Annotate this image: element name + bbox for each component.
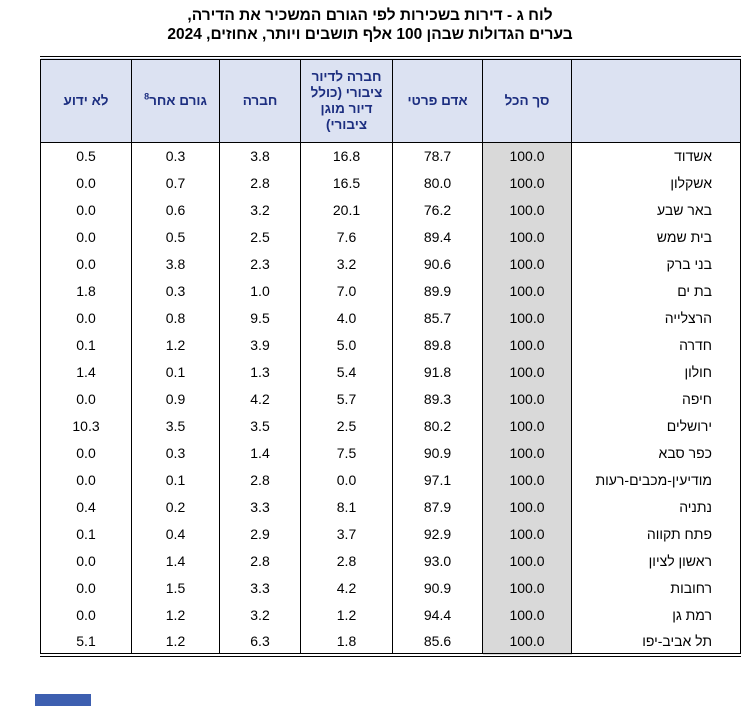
unknown-cell: 0.4 bbox=[41, 493, 132, 520]
city-name-cell: בית שמש bbox=[572, 223, 741, 250]
unknown-cell: 0.0 bbox=[41, 574, 132, 601]
table-row bbox=[41, 601, 741, 628]
city-name-cell: באר שבע bbox=[572, 196, 741, 223]
public-housing-cell: 7.0 bbox=[301, 277, 393, 304]
city-name-cell: אשדוד bbox=[572, 142, 741, 169]
other-factor-cell: 1.5 bbox=[132, 574, 220, 601]
col-header-company: חברה bbox=[220, 58, 301, 142]
company-cell: 3.2 bbox=[220, 601, 301, 628]
public-housing-cell: 1.8 bbox=[301, 628, 393, 655]
private-person-cell: 85.7 bbox=[393, 304, 483, 331]
private-person-cell: 97.1 bbox=[393, 466, 483, 493]
company-cell: 2.8 bbox=[220, 169, 301, 196]
table-row bbox=[41, 628, 741, 655]
public-housing-cell: 20.1 bbox=[301, 196, 393, 223]
city-name-cell: תל אביב-יפו bbox=[572, 628, 741, 655]
table-row bbox=[41, 169, 741, 196]
public-housing-cell: 3.2 bbox=[301, 250, 393, 277]
total-cell: 100.0 bbox=[483, 628, 572, 655]
city-name-cell: חולון bbox=[572, 358, 741, 385]
other-factor-cell: 1.2 bbox=[132, 628, 220, 655]
company-cell: 2.8 bbox=[220, 466, 301, 493]
public-housing-cell: 0.0 bbox=[301, 466, 393, 493]
header-row bbox=[41, 58, 741, 142]
city-name-cell: הרצלייה bbox=[572, 304, 741, 331]
total-cell: 100.0 bbox=[483, 574, 572, 601]
table-row bbox=[41, 574, 741, 601]
total-cell: 100.0 bbox=[483, 223, 572, 250]
city-name-cell: כפר סבא bbox=[572, 439, 741, 466]
unknown-cell: 0.1 bbox=[41, 331, 132, 358]
table-row bbox=[41, 358, 741, 385]
unknown-cell: 0.0 bbox=[41, 601, 132, 628]
other-factor-cell: 3.8 bbox=[132, 250, 220, 277]
rented-dwellings-by-lessor-table bbox=[40, 56, 741, 657]
other-factor-cell: 0.1 bbox=[132, 466, 220, 493]
partial-next-table-fragment bbox=[35, 694, 91, 706]
col-header-unknown: לא ידוע bbox=[41, 58, 132, 142]
public-housing-cell: 5.0 bbox=[301, 331, 393, 358]
city-name-cell: נתניה bbox=[572, 493, 741, 520]
city-name-cell: בני ברק bbox=[572, 250, 741, 277]
col-header-total: סך הכל bbox=[483, 58, 572, 142]
public-housing-cell: 7.6 bbox=[301, 223, 393, 250]
city-name-cell: אשקלון bbox=[572, 169, 741, 196]
unknown-cell: 0.0 bbox=[41, 439, 132, 466]
company-cell: 3.3 bbox=[220, 574, 301, 601]
other-factor-cell: 1.2 bbox=[132, 331, 220, 358]
company-cell: 3.5 bbox=[220, 412, 301, 439]
total-cell: 100.0 bbox=[483, 169, 572, 196]
public-housing-cell: 1.2 bbox=[301, 601, 393, 628]
private-person-cell: 76.2 bbox=[393, 196, 483, 223]
public-housing-cell: 5.7 bbox=[301, 385, 393, 412]
total-cell: 100.0 bbox=[483, 547, 572, 574]
private-person-cell: 89.8 bbox=[393, 331, 483, 358]
total-cell: 100.0 bbox=[483, 466, 572, 493]
city-name-cell: מודיעין-מכבים-רעות bbox=[572, 466, 741, 493]
table-row bbox=[41, 223, 741, 250]
private-person-cell: 78.7 bbox=[393, 142, 483, 169]
unknown-cell: 0.0 bbox=[41, 223, 132, 250]
other-factor-cell: 0.3 bbox=[132, 439, 220, 466]
unknown-cell: 0.0 bbox=[41, 304, 132, 331]
company-cell: 2.3 bbox=[220, 250, 301, 277]
private-person-cell: 92.9 bbox=[393, 520, 483, 547]
company-cell: 3.3 bbox=[220, 493, 301, 520]
other-factor-cell: 0.3 bbox=[132, 142, 220, 169]
city-name-cell: רחובות bbox=[572, 574, 741, 601]
public-housing-cell: 16.5 bbox=[301, 169, 393, 196]
table-row bbox=[41, 520, 741, 547]
other-factor-cell: 0.9 bbox=[132, 385, 220, 412]
private-person-cell: 94.4 bbox=[393, 601, 483, 628]
col-header-other-label: גורם אחר bbox=[149, 92, 207, 108]
footnote-8-marker: 8 bbox=[144, 91, 150, 102]
unknown-cell: 1.8 bbox=[41, 277, 132, 304]
table-row bbox=[41, 385, 741, 412]
table-row bbox=[41, 196, 741, 223]
statistics-table-container bbox=[40, 56, 741, 657]
col-header-city bbox=[572, 58, 741, 142]
unknown-cell: 5.1 bbox=[41, 628, 132, 655]
table-row bbox=[41, 466, 741, 493]
company-cell: 2.5 bbox=[220, 223, 301, 250]
company-cell: 4.2 bbox=[220, 385, 301, 412]
total-cell: 100.0 bbox=[483, 331, 572, 358]
city-name-cell: חיפה bbox=[572, 385, 741, 412]
total-cell: 100.0 bbox=[483, 601, 572, 628]
city-name-cell: פתח תקווה bbox=[572, 520, 741, 547]
company-cell: 3.8 bbox=[220, 142, 301, 169]
unknown-cell: 0.0 bbox=[41, 547, 132, 574]
public-housing-cell: 16.8 bbox=[301, 142, 393, 169]
company-cell: 6.3 bbox=[220, 628, 301, 655]
col-header-public-housing-company: חברה לדיור ציבורי (כולל דיור מוגן ציבורי) bbox=[301, 58, 393, 142]
private-person-cell: 90.9 bbox=[393, 574, 483, 601]
unknown-cell: 1.4 bbox=[41, 358, 132, 385]
total-cell: 100.0 bbox=[483, 358, 572, 385]
other-factor-cell: 0.8 bbox=[132, 304, 220, 331]
company-cell: 2.8 bbox=[220, 547, 301, 574]
total-cell: 100.0 bbox=[483, 250, 572, 277]
city-name-cell: ראשון לציון bbox=[572, 547, 741, 574]
table-row bbox=[41, 277, 741, 304]
public-housing-cell: 2.5 bbox=[301, 412, 393, 439]
public-housing-cell: 4.0 bbox=[301, 304, 393, 331]
company-cell: 1.4 bbox=[220, 439, 301, 466]
total-cell: 100.0 bbox=[483, 142, 572, 169]
table-row bbox=[41, 331, 741, 358]
private-person-cell: 80.2 bbox=[393, 412, 483, 439]
table-row bbox=[41, 547, 741, 574]
other-factor-cell: 0.3 bbox=[132, 277, 220, 304]
table-row bbox=[41, 250, 741, 277]
public-housing-cell: 2.8 bbox=[301, 547, 393, 574]
city-name-cell: חדרה bbox=[572, 331, 741, 358]
private-person-cell: 80.0 bbox=[393, 169, 483, 196]
title-line-1: לוח ג - דירות בשכירות לפי הגורם המשכיר את הדירה, bbox=[187, 7, 553, 24]
private-person-cell: 91.8 bbox=[393, 358, 483, 385]
total-cell: 100.0 bbox=[483, 277, 572, 304]
public-housing-cell: 8.1 bbox=[301, 493, 393, 520]
total-cell: 100.0 bbox=[483, 439, 572, 466]
private-person-cell: 90.6 bbox=[393, 250, 483, 277]
table-row bbox=[41, 304, 741, 331]
public-housing-cell: 5.4 bbox=[301, 358, 393, 385]
company-cell: 1.3 bbox=[220, 358, 301, 385]
total-cell: 100.0 bbox=[483, 412, 572, 439]
other-factor-cell: 0.2 bbox=[132, 493, 220, 520]
other-factor-cell: 1.2 bbox=[132, 601, 220, 628]
unknown-cell: 0.0 bbox=[41, 196, 132, 223]
total-cell: 100.0 bbox=[483, 196, 572, 223]
public-housing-cell: 7.5 bbox=[301, 439, 393, 466]
other-factor-cell: 3.5 bbox=[132, 412, 220, 439]
private-person-cell: 89.9 bbox=[393, 277, 483, 304]
table-title bbox=[20, 6, 720, 44]
unknown-cell: 0.1 bbox=[41, 520, 132, 547]
city-name-cell: רמת גן bbox=[572, 601, 741, 628]
other-factor-cell: 0.5 bbox=[132, 223, 220, 250]
total-cell: 100.0 bbox=[483, 520, 572, 547]
other-factor-cell: 0.7 bbox=[132, 169, 220, 196]
company-cell: 9.5 bbox=[220, 304, 301, 331]
col-header-private-person: אדם פרטי bbox=[393, 58, 483, 142]
unknown-cell: 0.5 bbox=[41, 142, 132, 169]
company-cell: 1.0 bbox=[220, 277, 301, 304]
private-person-cell: 85.6 bbox=[393, 628, 483, 655]
private-person-cell: 90.9 bbox=[393, 439, 483, 466]
public-housing-cell: 3.7 bbox=[301, 520, 393, 547]
unknown-cell: 0.0 bbox=[41, 169, 132, 196]
unknown-cell: 0.0 bbox=[41, 250, 132, 277]
company-cell: 3.2 bbox=[220, 196, 301, 223]
private-person-cell: 89.3 bbox=[393, 385, 483, 412]
unknown-cell: 10.3 bbox=[41, 412, 132, 439]
total-cell: 100.0 bbox=[483, 385, 572, 412]
table-row bbox=[41, 493, 741, 520]
table-row bbox=[41, 412, 741, 439]
unknown-cell: 0.0 bbox=[41, 466, 132, 493]
other-factor-cell: 1.4 bbox=[132, 547, 220, 574]
title-line-2: בערים הגדולות שבהן 100 אלף תושבים ויותר, אחוזים, 2024 bbox=[167, 26, 573, 43]
other-factor-cell: 0.4 bbox=[132, 520, 220, 547]
city-name-cell: בת ים bbox=[572, 277, 741, 304]
company-cell: 3.9 bbox=[220, 331, 301, 358]
table-row bbox=[41, 142, 741, 169]
total-cell: 100.0 bbox=[483, 304, 572, 331]
city-name-cell: ירושלים bbox=[572, 412, 741, 439]
table-row bbox=[41, 439, 741, 466]
other-factor-cell: 0.1 bbox=[132, 358, 220, 385]
unknown-cell: 0.0 bbox=[41, 385, 132, 412]
other-factor-cell: 0.6 bbox=[132, 196, 220, 223]
private-person-cell: 87.9 bbox=[393, 493, 483, 520]
col-header-other bbox=[132, 58, 220, 142]
total-cell: 100.0 bbox=[483, 493, 572, 520]
private-person-cell: 89.4 bbox=[393, 223, 483, 250]
public-housing-cell: 4.2 bbox=[301, 574, 393, 601]
private-person-cell: 93.0 bbox=[393, 547, 483, 574]
company-cell: 2.9 bbox=[220, 520, 301, 547]
